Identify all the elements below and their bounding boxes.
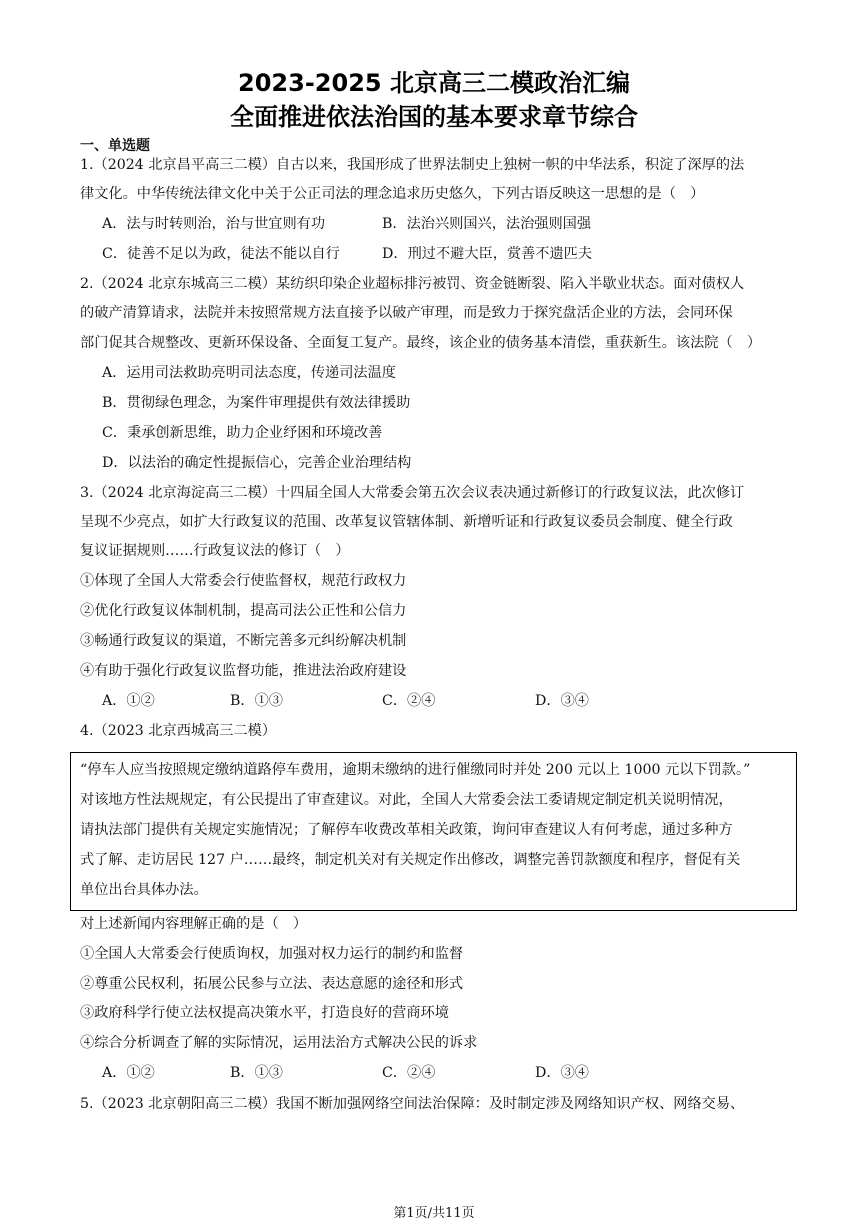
option-a: A．法与时转则治，治与世宜则有功 <box>102 216 326 232</box>
statement-1: ①体现了全国人大常委会行使监督权，规范行政权力 <box>80 573 407 589</box>
option-c: C．秉承创新思维，助力企业纾困和环境改善 <box>102 425 383 441</box>
option-a: A．①② <box>102 693 155 709</box>
question-text-line: 1.（2024 北京昌平高三二模）自古以来，我国形成了世界法制史上独树一帜的中华法系，积淀了深厚的法 <box>80 157 745 173</box>
section-heading: 一、单选题 <box>80 138 150 154</box>
question-text-line: 复议证据规则……行政复议法的修订（ ） <box>80 543 350 559</box>
statement-1: ①全国人大常委会行使质询权，加强对权力运行的制约和监督 <box>80 946 464 962</box>
material-line: 式了解、走访居民 127 户……最终，制定机关对有关规定作出修改，调整完善罚款额度和程序，督促有关 <box>80 852 741 868</box>
question-text-line: 呈现不少亮点，如扩大行政复议的范围、改革复议管辖体制、新增听证和行政复议委员会制度、健全行政 <box>80 514 733 530</box>
option-b: B．①③ <box>230 1065 283 1081</box>
option-a: A．①② <box>102 1065 155 1081</box>
option-c: C．徒善不足以为政，徒法不能以自行 <box>102 246 340 262</box>
option-d: D．③④ <box>535 1065 589 1081</box>
question-header: 4.（2023 北京西城高三二模） <box>80 723 277 739</box>
statement-4: ④综合分析调查了解的实际情况，运用法治方式解决公民的诉求 <box>80 1035 478 1051</box>
statement-3: ③畅通行政复议的渠道，不断完善多元纠纷解决机制 <box>80 633 407 649</box>
statement-2: ②尊重公民权利，拓展公民参与立法、表达意愿的途径和形式 <box>80 976 464 992</box>
question-text-line: 2.（2024 北京东城高三二模）某纺织印染企业超标排污被罚、资金链断裂、陷入半歇业状态。面对债权人 <box>80 276 745 292</box>
statement-3: ③政府科学行使立法权提高决策水平，打造良好的营商环境 <box>80 1005 449 1021</box>
material-line: 单位出台具体办法。 <box>80 882 208 898</box>
option-b: B．①③ <box>230 693 283 709</box>
question-text-line: 律文化。中华传统法律文化中关于公正司法的理念追求历史悠久，下列古语反映这一思想的是（ ） <box>80 186 705 202</box>
statement-2: ②优化行政复议体制机制，提高司法公正性和公信力 <box>80 603 407 619</box>
page-footer: 第1页/共11页 <box>393 1206 475 1221</box>
document-title-line1: 2023-2025 北京高三二模政治汇编 <box>238 69 630 97</box>
material-line: “停车人应当按照规定缴纳道路停车费用，逾期未缴纳的进行催缴同时并处 200 元以上 1000 元以下罚款。” <box>80 762 751 778</box>
document-title-line2: 全面推进依法治国的基本要求章节综合 <box>230 103 638 131</box>
material-line: 请执法部门提供有关规定实施情况；了解停车收费改革相关政策，询问审查建议人有何考虑，通过多种方 <box>80 822 733 838</box>
question-text-line: 部门促其合规整改、更新环保设备、全面复工复产。最终，该企业的债务基本清偿，重获新生。该法院（ ） <box>80 335 762 351</box>
option-d: D．③④ <box>535 693 589 709</box>
option-d: D．刑过不避大臣，赏善不遗匹夫 <box>382 246 593 262</box>
question-text-line: 对上述新闻内容理解正确的是（ ） <box>80 916 308 932</box>
option-c: C．②④ <box>382 693 436 709</box>
question-text-line: 5.（2023 北京朝阳高三二模）我国不断加强网络空间法治保障：及时制定涉及网络知识产权、网络交易、 <box>80 1096 745 1112</box>
question-text-line: 3.（2024 北京海淀高三二模）十四届全国人大常委会第五次会议表决通过新修订的行政复议法，此次修订 <box>80 485 745 501</box>
statement-4: ④有助于强化行政复议监督功能，推进法治政府建设 <box>80 663 407 679</box>
material-line: 对该地方性法规规定，有公民提出了审查建议。对此，全国人大常委会法工委请规定制定机关说明情况， <box>80 792 733 808</box>
question-text-line: 的破产清算请求，法院并未按照常规方法直接予以破产审理，而是致力于探究盘活企业的方法，会同环保 <box>80 305 733 321</box>
option-a: A．运用司法救助亮明司法态度，传递司法温度 <box>102 365 396 381</box>
option-d: D．以法治的确定性提振信心，完善企业治理结构 <box>102 455 412 471</box>
option-c: C．②④ <box>382 1065 436 1081</box>
option-b: B．法治兴则国兴，法治强则国强 <box>382 216 592 232</box>
option-b: B．贯彻绿色理念，为案件审理提供有效法律援助 <box>102 395 411 411</box>
